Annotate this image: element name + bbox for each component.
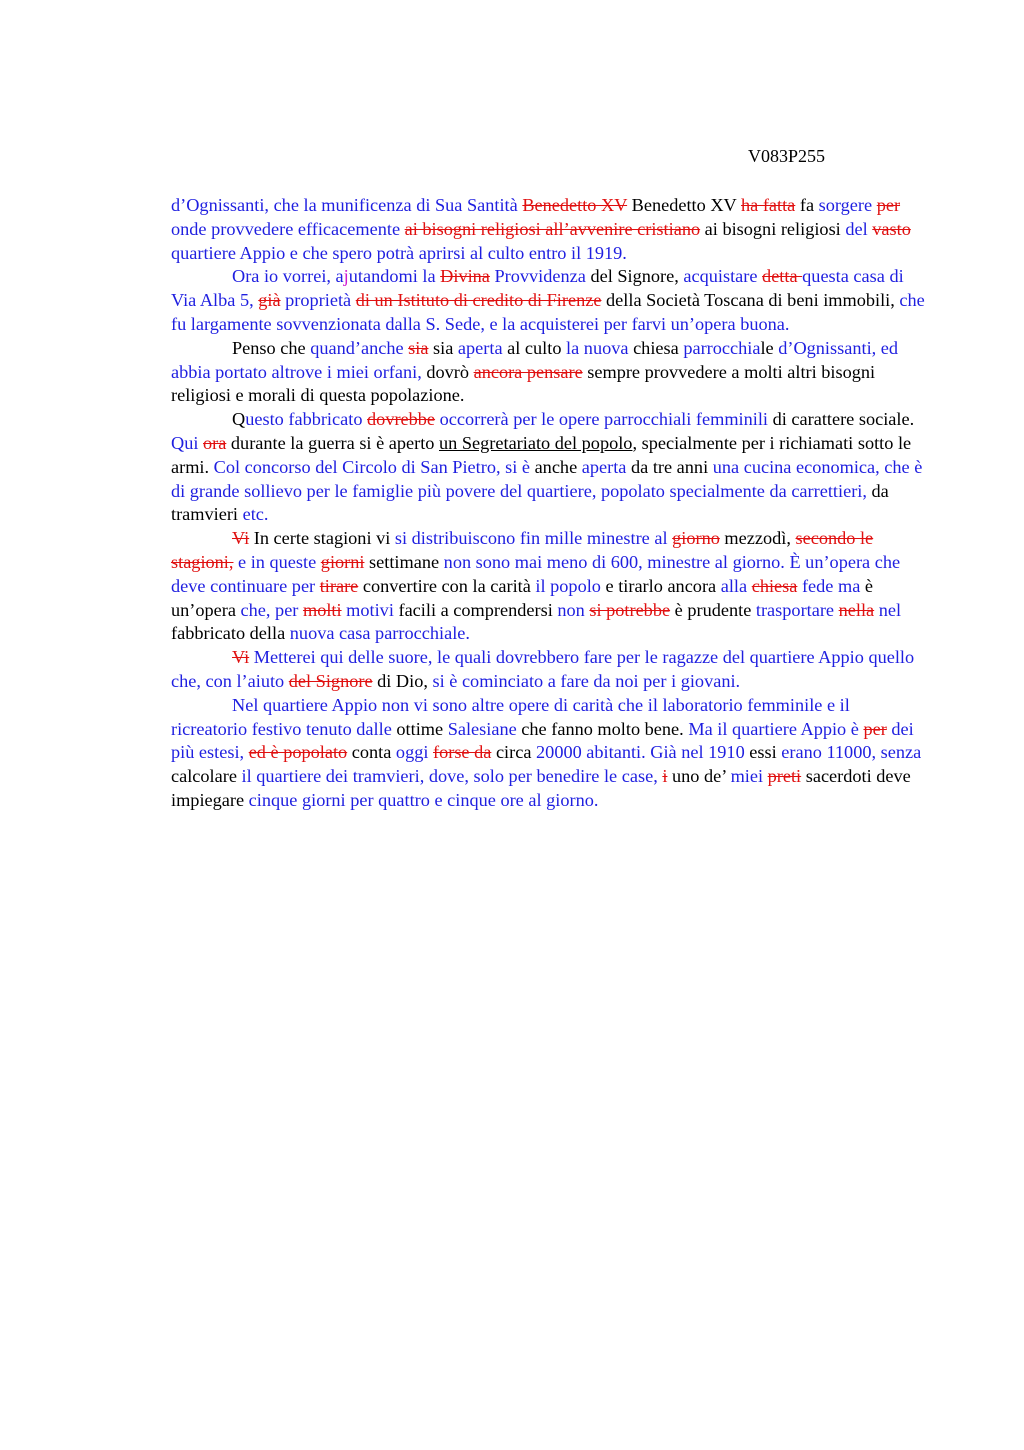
original-text: le [760,337,779,358]
revised-text: motivi [341,599,399,620]
revised-text: miei [730,766,768,787]
original-text: , specialmente per i richiamati sotto le armi. [171,432,912,477]
original-text: Q [232,409,246,430]
revised-text: alla [720,575,752,596]
original-text: è un’opera [171,575,874,620]
revised-text: utandomi la [348,266,441,287]
revised-text: Nel quartiere Appio non vi sono altre opere di carità che il laboratorio femminile e il ricreatorio festivo tenuto dalle [171,694,850,739]
revised-text: trasportare [755,599,839,620]
original-text: anche [534,456,582,477]
deleted-text: molti [302,599,342,620]
deleted-text: Vi [232,647,250,668]
revised-text: parrocchia [683,337,761,358]
revised-text: d’Ognissanti, che la munificenza di Sua Santità [171,195,523,215]
original-text: fa [795,195,819,215]
deleted-text: ed è popolato [248,742,348,763]
paragraph [171,646,925,694]
original-text: ottime [396,718,448,739]
paragraph [171,265,925,336]
underlined-text: un Segretariato del popolo [439,432,633,453]
deleted-text: per [876,195,901,215]
deleted-text: tirare [319,575,359,596]
revised-text: Ma il quartiere Appio è [688,718,864,739]
revised-text: uesto fabbricato [245,409,368,430]
original-text: circa [491,742,537,763]
original-text: In certe stagioni vi [249,528,395,549]
deleted-text: Vi [232,528,250,549]
original-text: da tre anni [631,456,713,477]
revised-text: e in queste [233,551,321,572]
original-text: chiesa [633,337,684,358]
original-text: di Dio, [372,670,433,691]
revised-text: occorrerà per le opere parrocchiali femminili [435,409,773,430]
revised-text: nuova casa parrocchiale. [289,623,470,644]
deleted-text: ha fatta [741,195,796,215]
deleted-text: ora [203,432,227,453]
original-text: di carattere sociale. [772,409,915,430]
revised-text: d’Ognissanti, ed abbia portato altrove i miei orfani, [171,337,899,382]
deleted-text: detta [762,266,803,287]
revised-text: la nuova [566,337,634,358]
deleted-text: sia [408,337,429,358]
revised-text: si distribuiscono fin mille minestre al [394,528,673,549]
deleted-text: dovrebbe [367,409,436,430]
deleted-text: giorni [320,551,365,572]
revised-text: erano 11000, senza [781,742,922,763]
original-text: mezzodì, [719,528,796,549]
original-text: ai bisogni religiosi [700,218,846,239]
revised-text: Col concorso del Circolo di San Pietro, si è [213,456,535,477]
revised-text: Qui [171,432,203,453]
deleted-text: vasto [872,218,911,239]
deleted-text: i [662,766,668,787]
paragraph [171,194,925,265]
deleted-text: per [863,718,887,739]
revised-text: che fu largamente sovvenzionata dalla S. Sede, e la acquisterei per farvi un’opera buona. [171,290,925,334]
revised-text: il quartiere dei tramvieri, dove, solo per benedire le case, [241,766,663,787]
original-text: dovrò [426,361,474,382]
original-text: durante la guerra si è aperto [226,432,440,453]
revised-text: Ora io vorrei, a [232,266,344,287]
original-text: da tramvieri [171,480,889,525]
revised-text: 20000 abitanti. Già nel 1910 [536,742,750,763]
deleted-text: secondo le stagioni, [171,528,874,572]
original-text: sacerdoti deve impiegare [171,766,911,810]
deleted-text: di un Istituto di credito di Firenze [355,290,602,311]
revised-text: aperta [457,337,508,358]
original-text: settimane [364,551,444,572]
revised-text: dei più estesi, [171,718,914,763]
deleted-text: nella [838,599,875,620]
deleted-text: si potrebbe [589,599,671,620]
deleted-text: già [258,290,281,311]
deleted-text: preti [767,766,802,787]
revised-text: oggi [395,742,433,763]
revised-text: quartiere Appio e che spero potrà aprirsi al culto entro il 1919. [171,242,627,263]
revised-text: quand’anche [310,337,409,358]
revised-text: Provvidenza [489,266,591,287]
original-text: Benedetto XV [627,195,741,215]
deleted-text: del Signore [288,670,373,691]
original-text: sempre provvedere a molti altri bisogni religiosi e morali di questa popolazione. [171,361,876,406]
original-text: conta [347,742,396,763]
original-text: è prudente [670,599,756,620]
revised-text: una cucina economica, che è di grande sollievo per le famiglie più povere del quartiere, popolato specialmente da carrettieri, [171,456,923,501]
deleted-text: ai bisogni religiosi all’avvenire cristiano [404,218,701,239]
original-text: convertire con la carità [358,575,536,596]
revised-text: Salesiane [447,718,522,739]
revised-text: etc. [242,504,269,525]
deleted-text: ancora pensare [473,361,583,382]
revised-text: sorgere [818,195,877,215]
deleted-text: Divina [440,266,490,287]
original-text: della Società Toscana di beni immobili, [601,290,900,311]
original-text: e tirarlo ancora [605,575,721,596]
revised-text: si è cominciato a fare da noi per i giovani. [432,670,741,691]
page-identifier: V083P255 [748,146,826,166]
deleted-text: chiesa [751,575,798,596]
revised-text: non [557,599,590,620]
revised-text: che, per [240,599,303,620]
original-text: fabbricato della [171,623,290,644]
revised-text: non sono mai meno di 600, minestre al giorno. È un’opera che deve continuare per [171,551,901,596]
original-text: del Signore, [590,266,684,287]
revised-text: acquistare [683,266,763,287]
paragraph [171,694,925,813]
revised-text: il popolo [535,575,606,596]
original-text: Penso che [232,337,311,358]
original-text: essi [749,742,782,763]
revised-text: questa casa di Via Alba 5, [171,266,904,311]
original-text: facili a comprendersi [398,599,558,620]
paragraph [171,527,925,646]
revised-text: Metterei qui delle suore, le quali dovrebbero fare per le ragazze del quartiere Appio quello che, con l’aiuto [171,647,915,691]
original-text: calcolare [171,766,242,787]
deleted-text: giorno [672,528,720,549]
revised-text: del [845,218,873,239]
document-body [171,194,925,813]
deleted-text: Benedetto XV [522,195,628,215]
paragraph [171,408,925,527]
revised-text: nel [874,599,902,620]
revised-text: proprietà [280,290,356,311]
paragraph [171,337,925,408]
revised-text: aperta [581,456,631,477]
original-text: uno de’ [667,766,731,787]
original-text: al culto [507,337,567,358]
original-text: sia [428,337,458,358]
highlighted-text: j [343,266,349,287]
revised-text: onde provvedere efficacemente [171,218,405,239]
deleted-text: forse da [433,742,492,763]
revised-text: fede ma [797,575,865,596]
revised-text: cinque giorni per quattro e cinque ore al giorno. [248,789,599,810]
original-text: che fanno molto bene. [521,718,689,739]
